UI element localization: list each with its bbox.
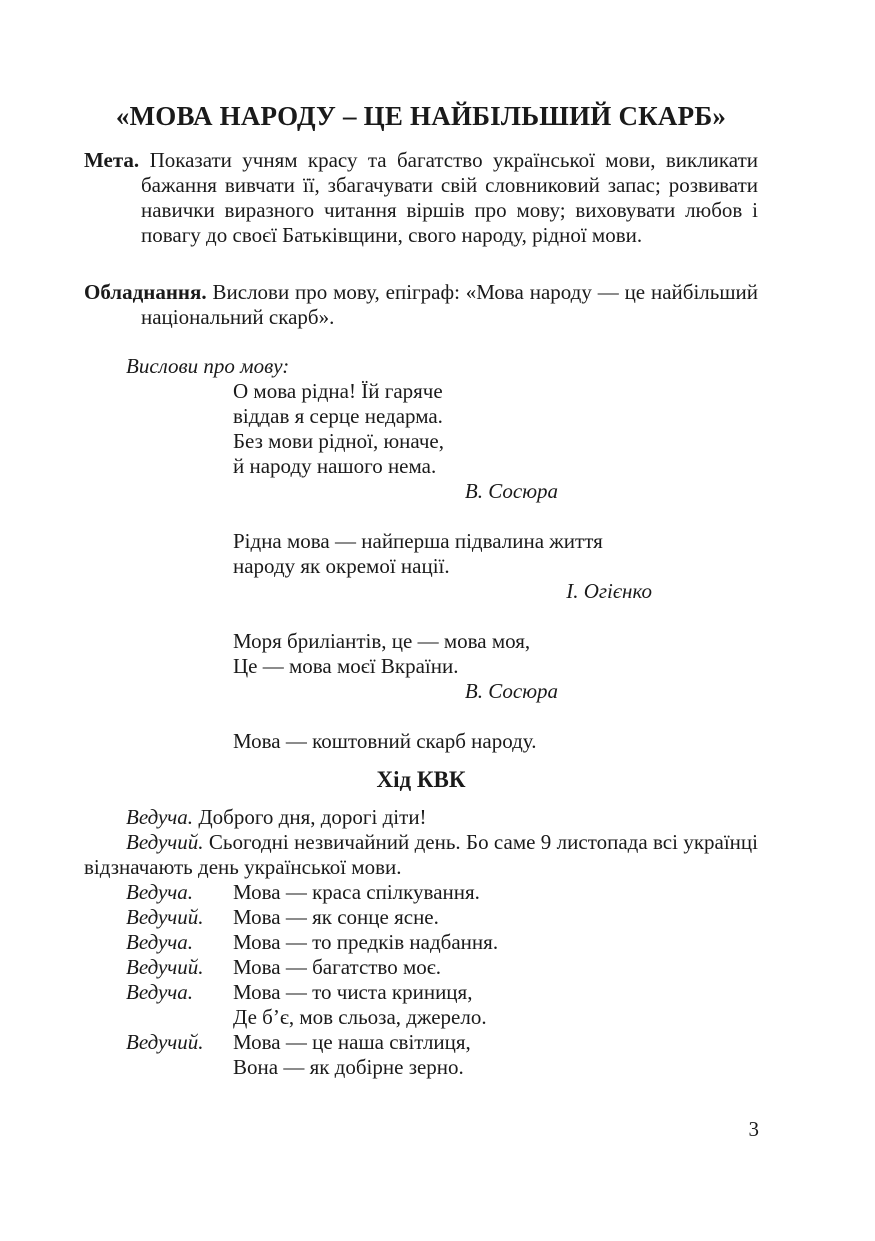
intro-1-text: Доброго дня, дорогі діти! [193, 805, 427, 829]
quote-4-line-1: Мова — коштовний скарб народу. [233, 729, 537, 753]
page-title: «МОВА НАРОДУ – ЦЕ НАЙБІЛЬШИЙ СКАРБ» [115, 101, 727, 131]
dialogue-3-speaker: Ведуча. [126, 930, 194, 954]
dialogue-4-line-1: Мова — багатство моє. [233, 955, 442, 979]
dialogue-1-speaker: Ведуча. [126, 880, 194, 904]
dialogue-3-line-1: Мова — то предків надбання. [233, 930, 499, 954]
intro-paragraph-1 [84, 805, 758, 830]
dialogue-1-line-1: Мова — краса спілкування. [233, 880, 480, 904]
quote-1-line-3: Без мови рідної, юначе, [233, 429, 445, 453]
intro-2-speaker: Ведучий. [126, 830, 204, 854]
dialogue-4-speaker: Ведучий. [126, 955, 204, 979]
quote-1-line-4: й народу нашого нема. [233, 454, 437, 478]
dialogue-5-speaker: Ведуча. [126, 980, 194, 1004]
dialogue-6-line-2: Вона — як добірне зерно. [233, 1055, 464, 1079]
intro-2-text: Сьогодні незвичайний день. Бо саме 9 листопада всі українці відзначають день української мови. [84, 830, 758, 879]
equipment-text: Вислови про мову, епіграф: «Мова народу — це найбільший національний скарб». [141, 280, 759, 329]
quote-1-author: В. Сосюра [464, 479, 558, 503]
intro-1-speaker: Ведуча. [126, 805, 194, 829]
quote-3-line-2: Це — мова моєї Вкраїни. [233, 654, 459, 678]
quote-2-line-1: Рідна мова — найперша підвалина життя [233, 529, 603, 553]
section-heading: Хід КВК [376, 767, 466, 792]
quote-1-line-1: О мова рідна! Їй гаряче [233, 379, 443, 403]
quote-1-line-2: віддав я серце недарма. [233, 404, 443, 428]
intro-paragraph-2 [84, 830, 758, 880]
goal-paragraph [84, 148, 758, 248]
dialogue-5-line-1: Мова — то чиста криниця, [233, 980, 473, 1004]
dialogue-6-speaker: Ведучий. [126, 1030, 204, 1054]
equipment-label: Обладнання. [84, 280, 207, 304]
dialogue-6-line-1: Мова — це наша світлиця, [233, 1030, 471, 1054]
quote-3-line-1: Моря бриліантів, це — мова моя, [233, 629, 531, 653]
dialogue-5-line-2: Де б’є, мов сльоза, джерело. [233, 1005, 487, 1029]
quote-2-line-2: народу як окремої нації. [233, 554, 450, 578]
section-heading-wrap [84, 765, 758, 795]
dialogue-2-line-1: Мова — як сонце ясне. [233, 905, 439, 929]
quote-2-author: І. Огієнко [566, 579, 652, 603]
goal-label: Мета. [84, 148, 140, 172]
page-number: 3 [748, 1117, 759, 1141]
goal-text: Показати учням красу та багатство української мови, викликати бажання вивчати її, збагачувати свій словниковий запас; розвивати навички виразного читання віршів про мову; виховувати любов і повагу до своєї Батьківщини, свого народу, рідної мови. [141, 148, 758, 247]
equipment-paragraph [84, 280, 758, 330]
dialogue-2-speaker: Ведучий. [126, 905, 204, 929]
quote-3-author: В. Сосюра [464, 679, 558, 703]
sayings-heading: Вислови про мову: [126, 354, 290, 378]
